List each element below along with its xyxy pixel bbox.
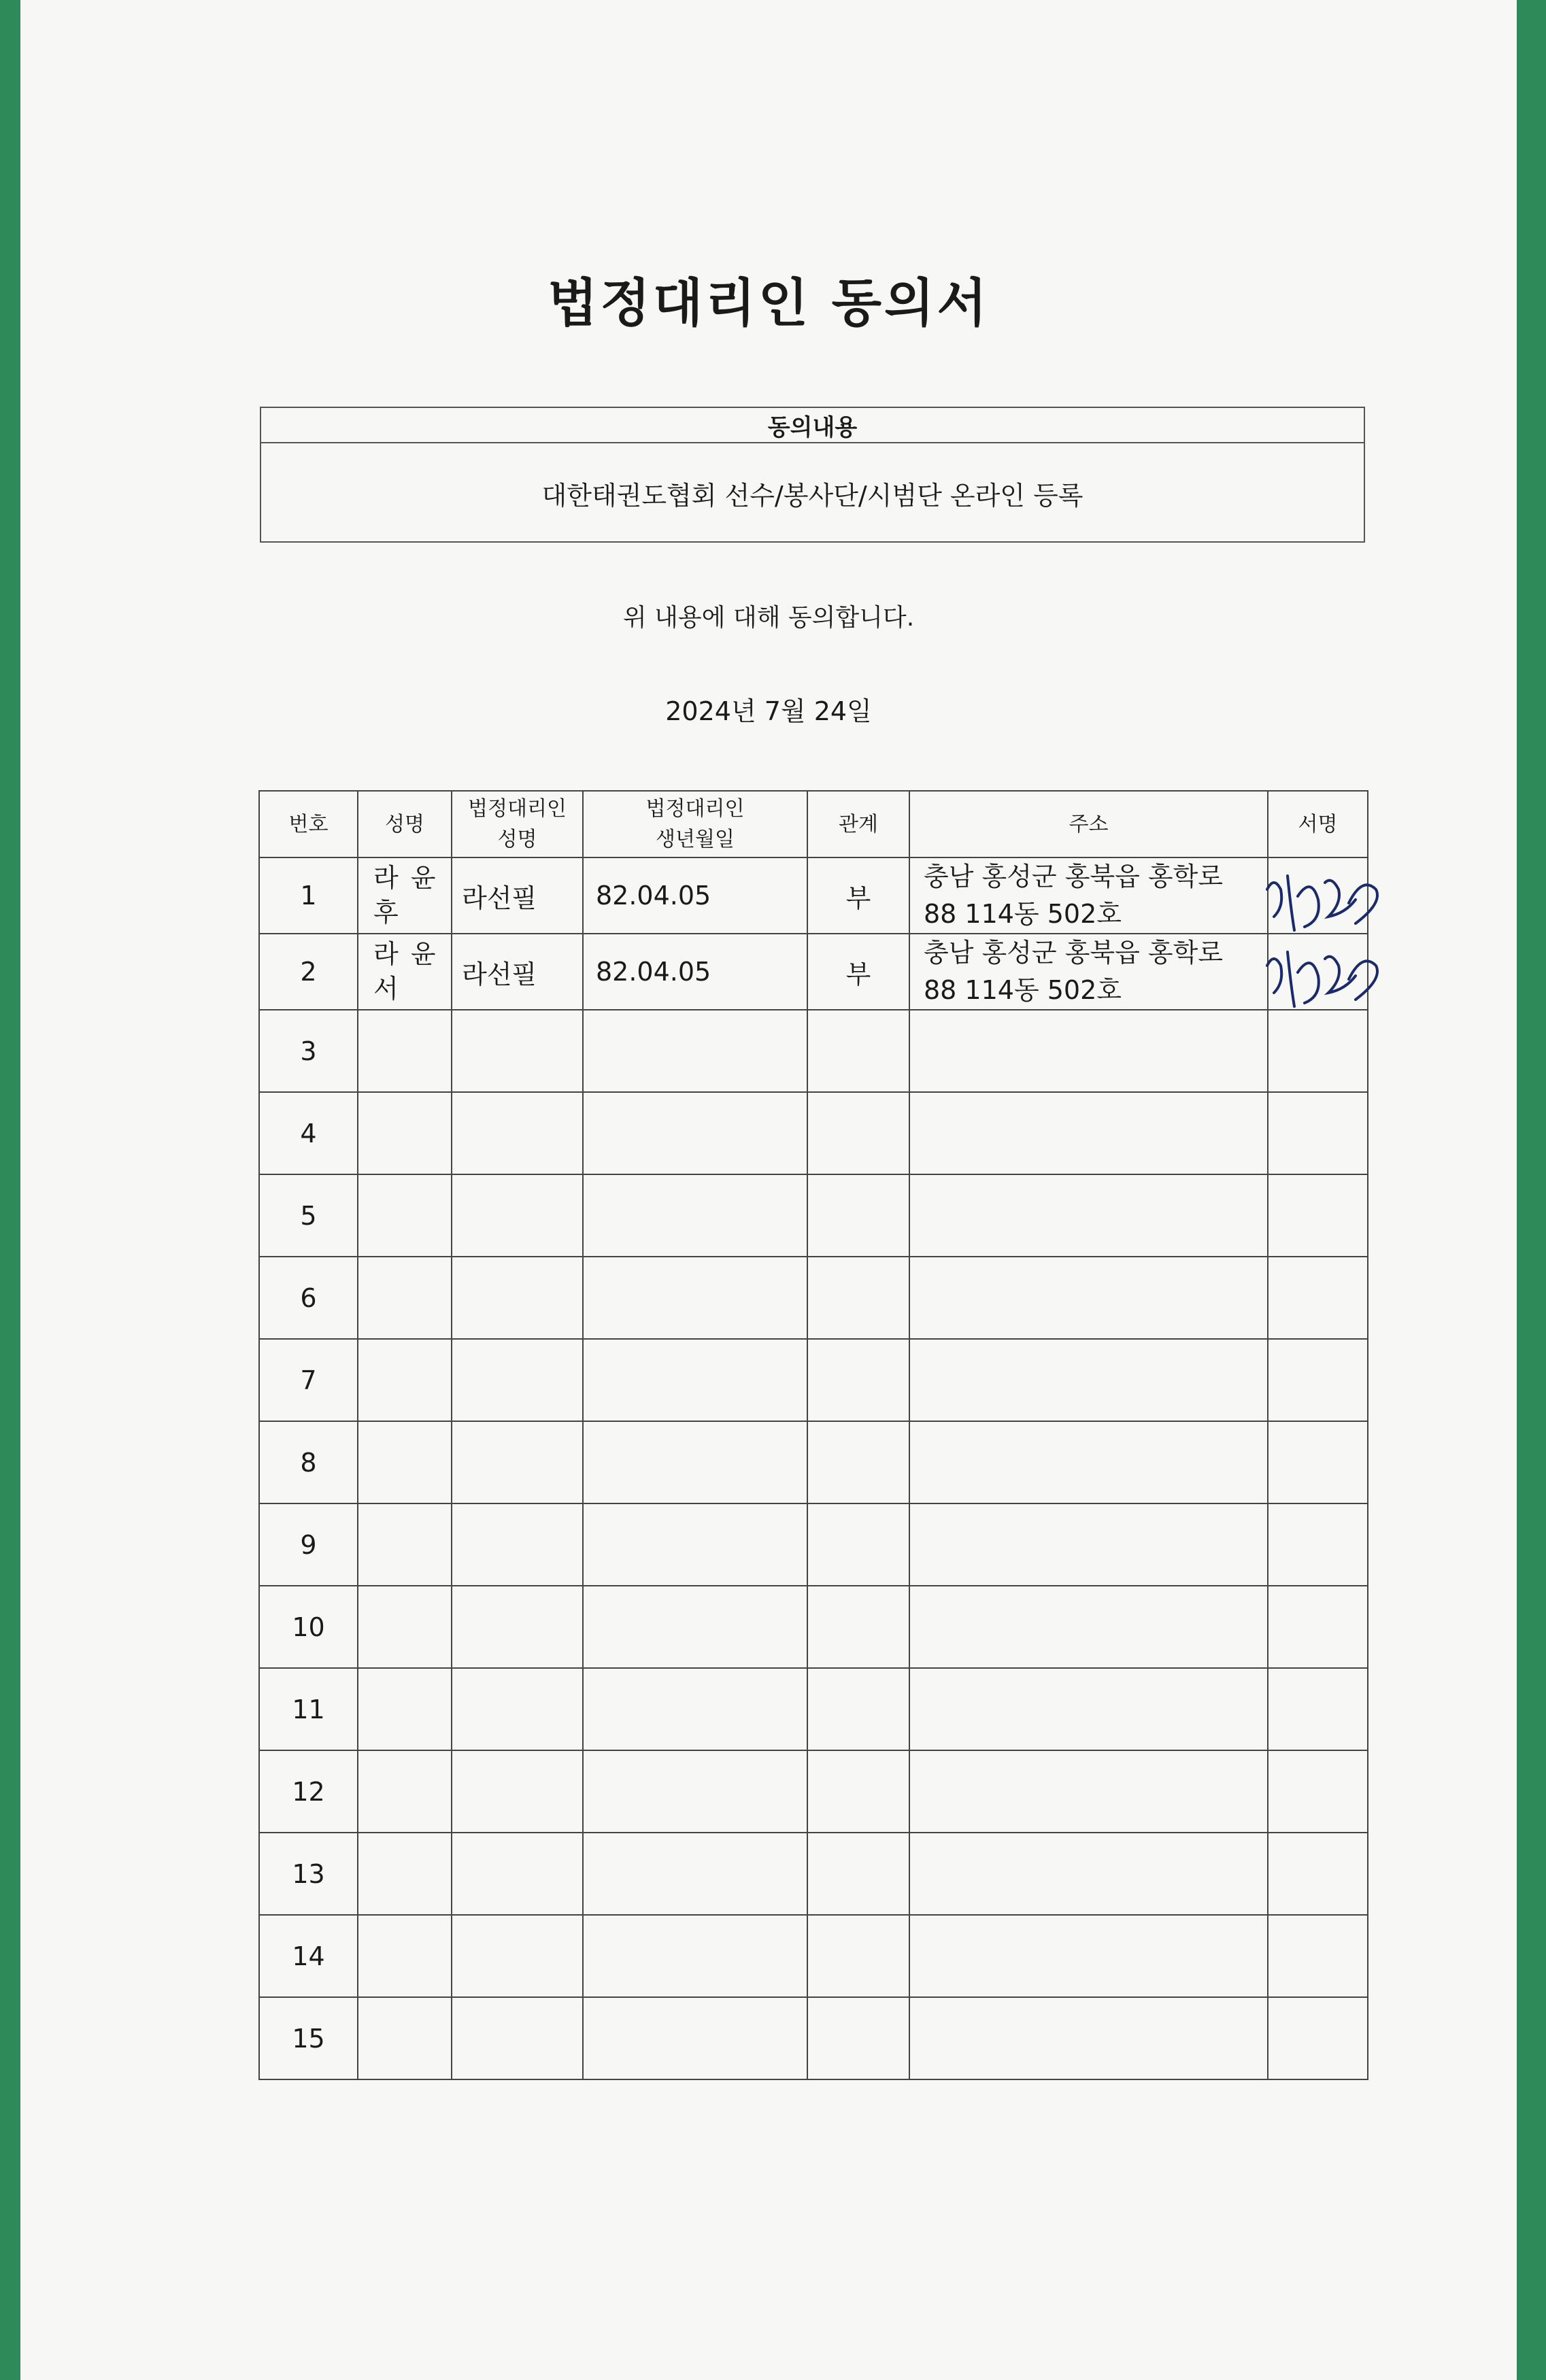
header-signature: 서명 bbox=[1268, 791, 1368, 857]
address-cell bbox=[909, 1915, 1268, 1997]
signature-cell bbox=[1268, 1257, 1368, 1339]
signature-cell bbox=[1268, 1339, 1368, 1421]
table-row bbox=[259, 1339, 1368, 1421]
rep-birth-cell bbox=[583, 1915, 807, 1997]
relation-cell bbox=[807, 1010, 909, 1092]
address-cell bbox=[909, 1174, 1268, 1257]
row-number-cell: 1 bbox=[259, 857, 358, 934]
rep-name-cell bbox=[452, 1997, 583, 2079]
address-cell bbox=[909, 1010, 1268, 1092]
row-number-cell: 5 bbox=[259, 1174, 358, 1257]
rep-name-cell bbox=[452, 1750, 583, 1833]
rep-name-cell bbox=[452, 1503, 583, 1586]
address-cell bbox=[909, 1503, 1268, 1586]
document-page bbox=[20, 0, 1517, 2380]
row-number-cell: 7 bbox=[259, 1339, 358, 1421]
rep-name-cell bbox=[452, 1915, 583, 1997]
row-number-cell: 13 bbox=[259, 1833, 358, 1915]
table-row bbox=[259, 1092, 1368, 1174]
student-name-cell bbox=[358, 1339, 452, 1421]
consent-header: 동의내용 bbox=[261, 408, 1364, 443]
address-cell bbox=[909, 1997, 1268, 2079]
rep-name-cell bbox=[452, 1257, 583, 1339]
address-cell bbox=[909, 1586, 1268, 1668]
rep-name-cell bbox=[452, 1668, 583, 1750]
rep-birth-cell bbox=[583, 1833, 807, 1915]
relation-cell: 부 bbox=[807, 934, 909, 1010]
student-name-cell bbox=[358, 1997, 452, 2079]
rep-birth-cell bbox=[583, 1257, 807, 1339]
signature-cell bbox=[1268, 1174, 1368, 1257]
relation-cell bbox=[807, 1174, 909, 1257]
table-row bbox=[259, 1750, 1368, 1833]
signature-cell bbox=[1268, 1010, 1368, 1092]
student-name-cell bbox=[358, 1915, 452, 1997]
table-row bbox=[259, 1668, 1368, 1750]
consent-box bbox=[260, 407, 1365, 543]
row-number-cell: 10 bbox=[259, 1586, 358, 1668]
document-title: 법정대리인 동의서 bbox=[548, 273, 990, 333]
student-name-cell bbox=[358, 1833, 452, 1915]
rep-name-cell bbox=[452, 1339, 583, 1421]
row-number-cell: 8 bbox=[259, 1421, 358, 1503]
table-row bbox=[259, 857, 1368, 934]
address-cell bbox=[909, 1750, 1268, 1833]
student-name-cell bbox=[358, 1174, 452, 1257]
signature-cell bbox=[1268, 1997, 1368, 2079]
rep-name-cell bbox=[452, 1092, 583, 1174]
table-row bbox=[259, 1174, 1368, 1257]
row-number-cell: 15 bbox=[259, 1997, 358, 2079]
signature-cell bbox=[1268, 1750, 1368, 1833]
student-name-cell bbox=[358, 1421, 452, 1503]
row-number-cell: 11 bbox=[259, 1668, 358, 1750]
table-row bbox=[259, 1421, 1368, 1503]
signature-cell bbox=[1268, 857, 1368, 934]
student-name-cell bbox=[358, 1092, 452, 1174]
student-name-cell bbox=[358, 1750, 452, 1833]
rep-birth-cell bbox=[583, 1503, 807, 1586]
rep-birth-cell bbox=[583, 1668, 807, 1750]
header-name: 성명 bbox=[358, 791, 452, 857]
row-number-cell: 9 bbox=[259, 1503, 358, 1586]
address-cell bbox=[909, 1668, 1268, 1750]
address-cell bbox=[909, 1339, 1268, 1421]
rep-birth-cell bbox=[583, 1010, 807, 1092]
row-number-cell: 3 bbox=[259, 1010, 358, 1092]
address-cell: 충남 홍성군 홍북읍 홍학로 88 114동 502호 bbox=[909, 857, 1268, 934]
row-number-cell: 6 bbox=[259, 1257, 358, 1339]
signature-cell bbox=[1268, 1833, 1368, 1915]
relation-cell bbox=[807, 1586, 909, 1668]
signature-cell bbox=[1268, 1915, 1368, 1997]
table-body bbox=[259, 857, 1368, 2079]
rep-name-cell bbox=[452, 1833, 583, 1915]
student-name-cell bbox=[358, 1586, 452, 1668]
header-address: 주소 bbox=[909, 791, 1268, 857]
header-number: 번호 bbox=[259, 791, 358, 857]
signature-cell bbox=[1268, 1503, 1368, 1586]
header-rep-birth: 법정대리인 생년월일 bbox=[583, 791, 807, 857]
rep-name-cell: 라선필 bbox=[452, 857, 583, 934]
signature-cell bbox=[1268, 934, 1368, 1010]
rep-birth-cell bbox=[583, 1339, 807, 1421]
address-cell bbox=[909, 1257, 1268, 1339]
table-row bbox=[259, 1997, 1368, 2079]
rep-birth-cell bbox=[583, 1997, 807, 2079]
consent-body: 대한태권도협회 선수/봉사단/시범단 온라인 등록 bbox=[541, 480, 1083, 511]
row-number-cell: 2 bbox=[259, 934, 358, 1010]
table-row bbox=[259, 1586, 1368, 1668]
rep-birth-cell bbox=[583, 1750, 807, 1833]
relation-cell bbox=[807, 1092, 909, 1174]
rep-name-cell: 라선필 bbox=[452, 934, 583, 1010]
table-row bbox=[259, 934, 1368, 1010]
student-name-cell bbox=[358, 1503, 452, 1586]
address-cell: 충남 홍성군 홍북읍 홍학로 88 114동 502호 bbox=[909, 934, 1268, 1010]
signature-cell bbox=[1268, 1586, 1368, 1668]
handwritten-signature bbox=[1260, 938, 1390, 1020]
student-name-cell bbox=[358, 1010, 452, 1092]
relation-cell bbox=[807, 1915, 909, 1997]
document-date: 2024년 7월 24일 bbox=[665, 696, 872, 726]
handwritten-signature bbox=[1260, 862, 1390, 944]
table-row bbox=[259, 1915, 1368, 1997]
rep-birth-cell: 82.04.05 bbox=[583, 857, 807, 934]
address-cell bbox=[909, 1421, 1268, 1503]
rep-birth-cell bbox=[583, 1174, 807, 1257]
consent-statement: 위 내용에 대해 동의합니다. bbox=[622, 604, 915, 632]
rep-birth-cell bbox=[583, 1092, 807, 1174]
header-rep-name: 법정대리인 성명 bbox=[452, 791, 583, 857]
table-row bbox=[259, 1010, 1368, 1092]
student-name-cell: 라윤 서 bbox=[358, 934, 452, 1010]
relation-cell bbox=[807, 1257, 909, 1339]
relation-cell bbox=[807, 1750, 909, 1833]
relation-cell bbox=[807, 1833, 909, 1915]
relation-cell bbox=[807, 1997, 909, 2079]
rep-birth-cell: 82.04.05 bbox=[583, 934, 807, 1010]
header-relation: 관계 bbox=[807, 791, 909, 857]
relation-cell bbox=[807, 1668, 909, 1750]
student-name-cell: 라윤 후 bbox=[358, 857, 452, 934]
signature-cell bbox=[1268, 1421, 1368, 1503]
signature-cell bbox=[1268, 1092, 1368, 1174]
row-number-cell: 12 bbox=[259, 1750, 358, 1833]
student-name-cell bbox=[358, 1668, 452, 1750]
table-row bbox=[259, 1833, 1368, 1915]
rep-birth-cell bbox=[583, 1586, 807, 1668]
rep-name-cell bbox=[452, 1010, 583, 1092]
table-row bbox=[259, 1257, 1368, 1339]
rep-name-cell bbox=[452, 1421, 583, 1503]
rep-birth-cell bbox=[583, 1421, 807, 1503]
row-number-cell: 4 bbox=[259, 1092, 358, 1174]
relation-cell bbox=[807, 1339, 909, 1421]
table-row bbox=[259, 1503, 1368, 1586]
relation-cell bbox=[807, 1421, 909, 1503]
table-header-row bbox=[259, 791, 1368, 857]
row-number-cell: 14 bbox=[259, 1915, 358, 1997]
address-cell bbox=[909, 1092, 1268, 1174]
relation-cell: 부 bbox=[807, 857, 909, 934]
registration-table bbox=[258, 790, 1368, 2080]
relation-cell bbox=[807, 1503, 909, 1586]
student-name-cell bbox=[358, 1257, 452, 1339]
rep-name-cell bbox=[452, 1174, 583, 1257]
rep-name-cell bbox=[452, 1586, 583, 1668]
signature-cell bbox=[1268, 1668, 1368, 1750]
address-cell bbox=[909, 1833, 1268, 1915]
